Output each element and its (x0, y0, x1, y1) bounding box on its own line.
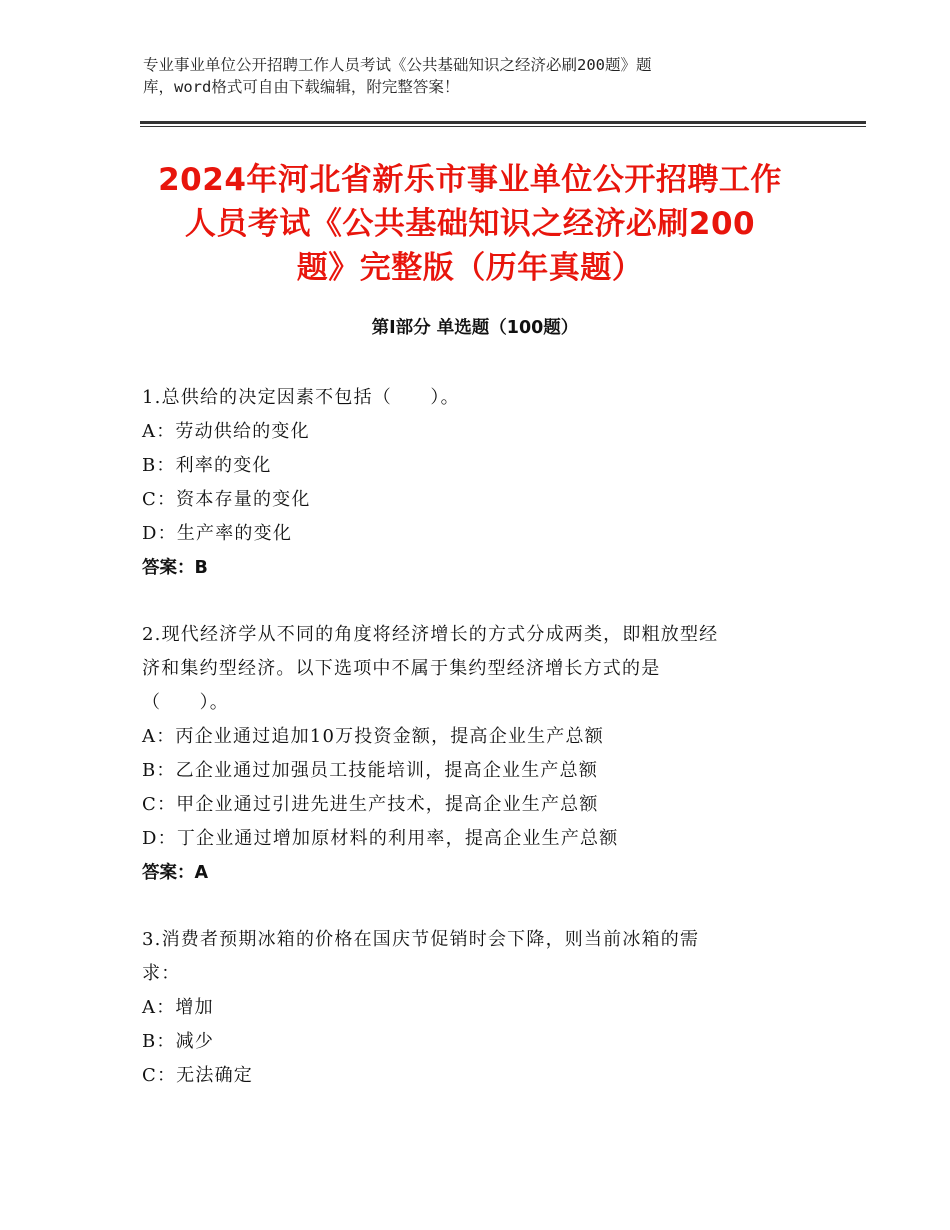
document-title-line-2: 人员考试《公共基础知识之经济必刷200 (184, 206, 756, 242)
question-3 (142, 923, 802, 1093)
option-c: C：甲企业通过引进先进生产技术，提高企业生产总额 (142, 794, 599, 815)
question-stem-line: 3.消费者预期冰箱的价格在国庆节促销时会下降，则当前冰箱的需 (142, 929, 700, 950)
document-title (120, 158, 820, 290)
option-b: B：利率的变化 (142, 455, 272, 476)
option-c: C：资本存量的变化 (142, 489, 311, 510)
document-title-line-3: 题》完整版（历年真题） (296, 250, 644, 286)
question-stem (142, 381, 802, 415)
question-stem (142, 923, 802, 991)
question-stem-line: 2.现代经济学从不同的角度将经济增长的方式分成两类，即粗放型经 (142, 624, 719, 645)
header-divider-thick (140, 121, 866, 124)
answer: 答案：B (142, 558, 208, 578)
option-a: A：丙企业通过追加10万投资金额，提高企业生产总额 (142, 726, 604, 747)
question-list (142, 381, 802, 1126)
question-stem (142, 618, 802, 720)
option-a: A：劳动供给的变化 (142, 421, 310, 442)
question-stem-line: （ ）。 (142, 692, 229, 713)
answer: 答案：A (142, 863, 209, 883)
option-b: B：乙企业通过加强员工技能培训，提高企业生产总额 (142, 760, 599, 781)
option-b: B：减少 (142, 1031, 215, 1052)
option-a: A：增加 (142, 997, 214, 1018)
question-stem-line: 求： (142, 963, 181, 984)
question-2 (142, 618, 802, 890)
question-stem-line: 1.总供给的决定因素不包括（ ）。 (142, 387, 460, 408)
option-c: C：无法确定 (142, 1065, 253, 1086)
header-divider-thin (140, 126, 866, 127)
header-note-line-1: 专业事业单位公开招聘工作人员考试《公共基础知识之经济必刷200题》题 (143, 56, 652, 74)
header-note-line-2: 库，word格式可自由下载编辑，附完整答案！ (143, 78, 460, 96)
option-d: D：丁企业通过增加原材料的利用率，提高企业生产总额 (142, 828, 619, 849)
option-d: D：生产率的变化 (142, 523, 293, 544)
question-stem-line: 济和集约型经济。以下选项中不属于集约型经济增长方式的是 (142, 658, 661, 679)
section-title: 第Ⅰ部分 单选题（100题） (371, 318, 579, 338)
question-1 (142, 381, 802, 585)
header-note (143, 54, 793, 98)
document-title-line-1: 2024年河北省新乐市事业单位公开招聘工作 (158, 162, 782, 198)
